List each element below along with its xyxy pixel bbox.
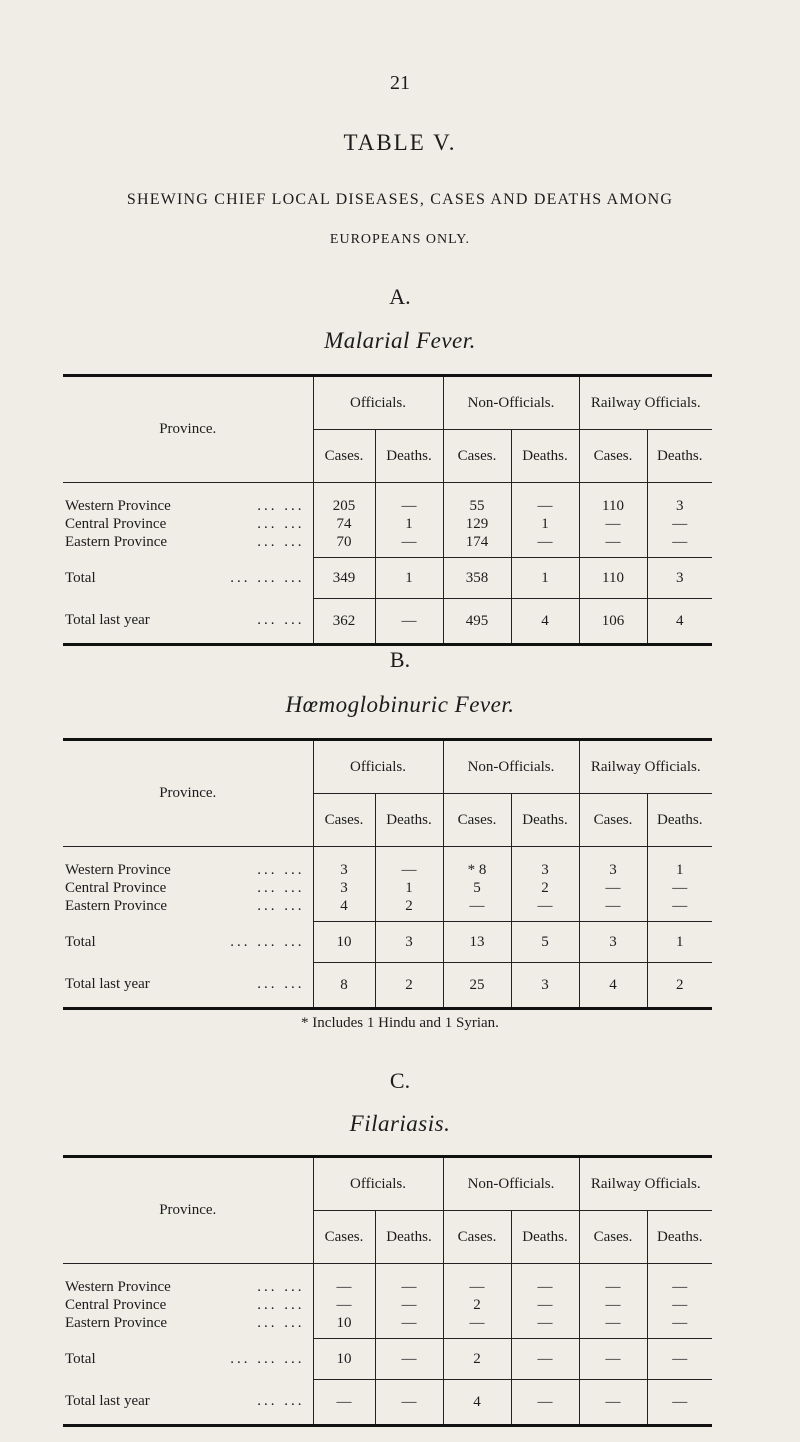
- leader-dots: ... ... ...: [230, 569, 305, 586]
- table-row: [63, 879, 712, 897]
- province-name: Central Province: [65, 880, 167, 896]
- value-cell: 205: [313, 497, 375, 515]
- province-header: Province.: [63, 377, 313, 483]
- table-row: [63, 533, 712, 551]
- deaths-header: Deaths.: [511, 1211, 579, 1264]
- cases-header: Cases.: [443, 1211, 511, 1264]
- leader-dots: ... ...: [257, 1297, 305, 1313]
- value-cell: —: [579, 1278, 647, 1296]
- value-cell: 358: [443, 558, 511, 599]
- cases-header: Cases.: [313, 794, 375, 847]
- leader-dots: ... ... ...: [230, 933, 305, 950]
- value-cell: —: [647, 515, 712, 533]
- non-officials-header: Non-Officials.: [443, 741, 579, 794]
- value-cell: —: [511, 1314, 579, 1332]
- table-row: [63, 1278, 712, 1296]
- deaths-header: Deaths.: [511, 430, 579, 483]
- value-cell: —: [579, 1296, 647, 1314]
- value-cell: —: [647, 1380, 712, 1425]
- value-cell: 4: [647, 599, 712, 644]
- value-cell: —: [443, 1278, 511, 1296]
- table-row: [63, 1296, 712, 1314]
- total-row: [63, 922, 712, 963]
- value-cell: 1: [375, 515, 443, 533]
- value-cell: —: [375, 1314, 443, 1332]
- leader-dots: ... ...: [257, 1315, 305, 1331]
- total-last-year-row: [63, 599, 712, 644]
- row-label: [63, 533, 313, 551]
- value-cell: —: [511, 897, 579, 915]
- value-cell: —: [313, 1296, 375, 1314]
- leader-dots: ... ...: [257, 498, 305, 514]
- value-cell: 1: [511, 558, 579, 599]
- value-cell: —: [375, 1339, 443, 1380]
- value-cell: 1: [375, 879, 443, 897]
- table-row: [63, 515, 712, 533]
- value-cell: —: [511, 1339, 579, 1380]
- section-b-letter: B.: [389, 647, 411, 672]
- footnote: * Includes 1 Hindu and 1 Syrian.: [301, 1015, 499, 1031]
- row-label: [63, 1296, 313, 1314]
- header-row: [63, 377, 712, 430]
- row-label: [63, 515, 313, 533]
- value-cell: —: [375, 1278, 443, 1296]
- value-cell: 3: [511, 861, 579, 879]
- value-cell: 1: [511, 515, 579, 533]
- value-cell: 2: [443, 1339, 511, 1380]
- value-cell: 3: [313, 861, 375, 879]
- leader-dots: ... ... ...: [230, 1350, 305, 1367]
- value-cell: 10: [313, 922, 375, 963]
- value-cell: —: [579, 533, 647, 551]
- value-cell: —: [313, 1380, 375, 1425]
- value-cell: 349: [313, 558, 375, 599]
- province-header: Province.: [63, 741, 313, 847]
- total-last-year-row: [63, 1380, 712, 1425]
- table-title: TABLE V.: [343, 130, 457, 155]
- value-cell: —: [511, 1296, 579, 1314]
- value-cell: —: [511, 1278, 579, 1296]
- deaths-header: Deaths.: [647, 430, 712, 483]
- leader-dots: ... ...: [257, 516, 305, 532]
- section-a-title: Malarial Fever.: [324, 328, 476, 353]
- value-cell: 362: [313, 599, 375, 644]
- value-cell: 4: [579, 963, 647, 1008]
- table-row: [63, 861, 712, 879]
- value-cell: 3: [647, 558, 712, 599]
- row-label: [63, 558, 313, 599]
- value-cell: 4: [511, 599, 579, 644]
- value-cell: 2: [443, 1296, 511, 1314]
- total-row: [63, 558, 712, 599]
- leader-dots: ... ...: [257, 898, 305, 914]
- value-cell: —: [579, 879, 647, 897]
- value-cell: —: [647, 1314, 712, 1332]
- province-name: Total: [65, 1350, 96, 1367]
- railway-officials-header: Railway Officials.: [579, 377, 712, 430]
- value-cell: 3: [647, 497, 712, 515]
- table-subtitle: SHEWING CHIEF LOCAL DISEASES, CASES AND DEATHS AMONG: [126, 191, 674, 208]
- section-c-letter: C.: [389, 1068, 411, 1093]
- row-label: [63, 897, 313, 915]
- value-cell: 1: [375, 558, 443, 599]
- row-label: [63, 963, 313, 1008]
- deaths-header: Deaths.: [647, 794, 712, 847]
- deaths-header: Deaths.: [375, 794, 443, 847]
- value-cell: 74: [313, 515, 375, 533]
- value-cell: 13: [443, 922, 511, 963]
- row-label: [63, 879, 313, 897]
- value-cell: —: [375, 1380, 443, 1425]
- table-subtitle-europeans: EUROPEANS ONLY.: [329, 232, 471, 247]
- deaths-header: Deaths.: [375, 1211, 443, 1264]
- leader-dots: ... ...: [257, 862, 305, 878]
- value-cell: 129: [443, 515, 511, 533]
- value-cell: —: [375, 599, 443, 644]
- value-cell: —: [579, 1339, 647, 1380]
- table-row: [63, 497, 712, 515]
- section-table: [63, 374, 712, 646]
- row-label: [63, 599, 313, 644]
- value-cell: 8: [313, 963, 375, 1008]
- value-cell: * 8: [443, 861, 511, 879]
- value-cell: —: [443, 897, 511, 915]
- value-cell: —: [579, 515, 647, 533]
- value-cell: 2: [375, 897, 443, 915]
- non-officials-header: Non-Officials.: [443, 1158, 579, 1211]
- value-cell: 174: [443, 533, 511, 551]
- cases-header: Cases.: [579, 430, 647, 483]
- section-table: [63, 738, 712, 1010]
- value-cell: —: [375, 1296, 443, 1314]
- value-cell: 3: [313, 879, 375, 897]
- value-cell: 10: [313, 1314, 375, 1332]
- row-label: [63, 1278, 313, 1296]
- value-cell: 10: [313, 1339, 375, 1380]
- value-cell: 5: [511, 922, 579, 963]
- province-name: Total last year: [65, 976, 150, 993]
- cases-header: Cases.: [313, 430, 375, 483]
- province-name: Western Province: [65, 498, 171, 514]
- value-cell: —: [511, 533, 579, 551]
- value-cell: 1: [647, 922, 712, 963]
- row-label: [63, 861, 313, 879]
- value-cell: 4: [313, 897, 375, 915]
- value-cell: —: [511, 497, 579, 515]
- section-a-letter: A.: [389, 284, 411, 309]
- cases-header: Cases.: [579, 794, 647, 847]
- value-cell: —: [511, 1380, 579, 1425]
- row-label: [63, 497, 313, 515]
- value-cell: 2: [375, 963, 443, 1008]
- section-table: [63, 1155, 712, 1427]
- province-name: Total last year: [65, 612, 150, 629]
- cases-header: Cases.: [313, 1211, 375, 1264]
- leader-dots: ... ...: [257, 976, 305, 993]
- value-cell: —: [579, 897, 647, 915]
- value-cell: 2: [647, 963, 712, 1008]
- value-cell: —: [647, 1339, 712, 1380]
- leader-dots: ... ...: [257, 612, 305, 629]
- total-last-year-row: [63, 963, 712, 1008]
- cases-header: Cases.: [443, 794, 511, 847]
- value-cell: —: [647, 533, 712, 551]
- value-cell: —: [579, 1314, 647, 1332]
- leader-dots: ... ...: [257, 1393, 305, 1410]
- table-row: [63, 1314, 712, 1332]
- province-name: Central Province: [65, 516, 167, 532]
- row-label: [63, 1314, 313, 1332]
- officials-header: Officials.: [313, 1158, 443, 1211]
- cases-header: Cases.: [579, 1211, 647, 1264]
- leader-dots: ... ...: [257, 534, 305, 550]
- row-label: [63, 1380, 313, 1425]
- total-row: [63, 1339, 712, 1380]
- value-cell: 3: [579, 861, 647, 879]
- province-name: Total: [65, 933, 96, 950]
- value-cell: 55: [443, 497, 511, 515]
- header-row: [63, 1158, 712, 1211]
- officials-header: Officials.: [313, 377, 443, 430]
- value-cell: 3: [511, 963, 579, 1008]
- value-cell: —: [647, 1278, 712, 1296]
- province-name: Western Province: [65, 1279, 171, 1295]
- value-cell: —: [647, 879, 712, 897]
- value-cell: —: [579, 1380, 647, 1425]
- row-label: [63, 922, 313, 963]
- value-cell: 495: [443, 599, 511, 644]
- section-c-title: Filariasis.: [349, 1111, 451, 1136]
- table-row: [63, 897, 712, 915]
- deaths-header: Deaths.: [375, 430, 443, 483]
- non-officials-header: Non-Officials.: [443, 377, 579, 430]
- deaths-header: Deaths.: [511, 794, 579, 847]
- cases-header: Cases.: [443, 430, 511, 483]
- value-cell: —: [443, 1314, 511, 1332]
- value-cell: 5: [443, 879, 511, 897]
- value-cell: —: [313, 1278, 375, 1296]
- row-label: [63, 1339, 313, 1380]
- railway-officials-header: Railway Officials.: [579, 1158, 712, 1211]
- province-name: Total: [65, 569, 96, 586]
- province-header: Province.: [63, 1158, 313, 1264]
- value-cell: 4: [443, 1380, 511, 1425]
- value-cell: —: [375, 497, 443, 515]
- officials-header: Officials.: [313, 741, 443, 794]
- railway-officials-header: Railway Officials.: [579, 741, 712, 794]
- value-cell: —: [375, 533, 443, 551]
- province-name: Central Province: [65, 1297, 167, 1313]
- province-name: Eastern Province: [65, 898, 168, 914]
- page-number: 21: [390, 72, 410, 94]
- value-cell: 110: [579, 558, 647, 599]
- province-name: Western Province: [65, 862, 171, 878]
- province-name: Eastern Province: [65, 1315, 168, 1331]
- province-name: Eastern Province: [65, 534, 168, 550]
- value-cell: 25: [443, 963, 511, 1008]
- deaths-header: Deaths.: [647, 1211, 712, 1264]
- value-cell: 3: [579, 922, 647, 963]
- value-cell: 1: [647, 861, 712, 879]
- value-cell: —: [375, 861, 443, 879]
- value-cell: 106: [579, 599, 647, 644]
- section-b-title: Hœmoglobinuric Fever.: [285, 692, 515, 717]
- value-cell: 70: [313, 533, 375, 551]
- leader-dots: ... ...: [257, 880, 305, 896]
- province-name: Total last year: [65, 1393, 150, 1410]
- value-cell: 2: [511, 879, 579, 897]
- value-cell: 3: [375, 922, 443, 963]
- leader-dots: ... ...: [257, 1279, 305, 1295]
- value-cell: —: [647, 897, 712, 915]
- value-cell: —: [647, 1296, 712, 1314]
- header-row: [63, 741, 712, 794]
- value-cell: 110: [579, 497, 647, 515]
